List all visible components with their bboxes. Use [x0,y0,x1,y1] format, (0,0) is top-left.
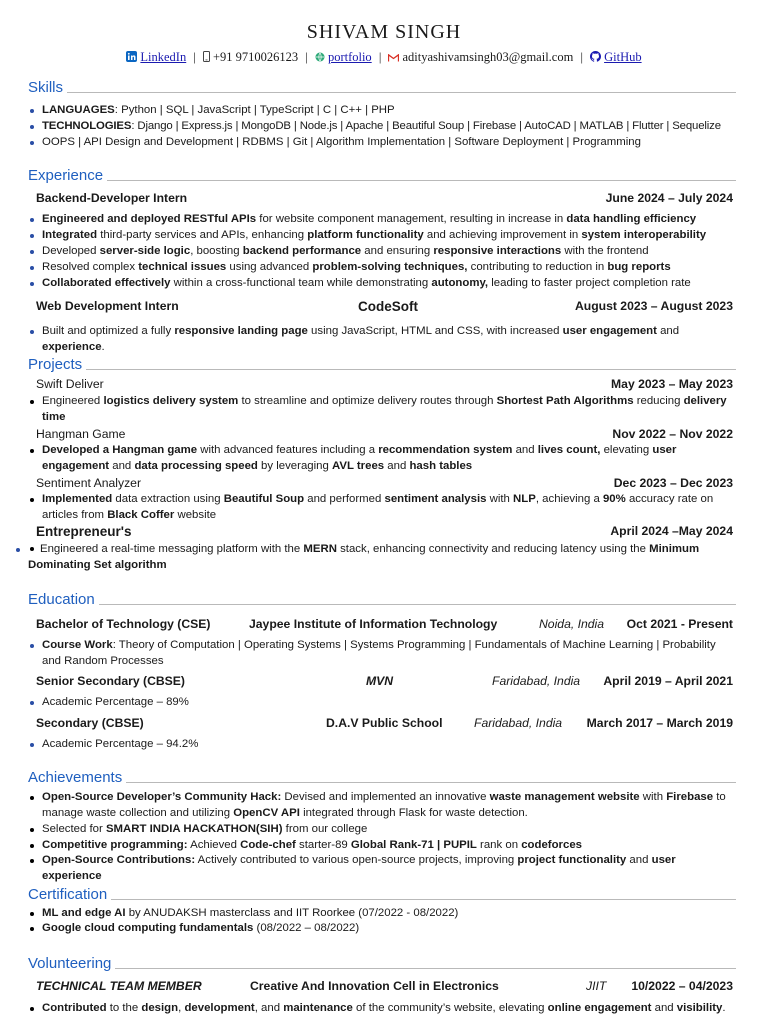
achievements-section-heading [28,769,736,789]
skill-item: TECHNOLOGIES: Django | Express.js | MongoDB | Node.js | Apache | Beautiful Soup | Firebase | AutoCAD | MATLAB | Flutter | Sequelize [42,119,736,135]
project-name: Entrepreneur's [36,524,132,539]
education-section-heading [28,591,736,611]
job-dates: June 2024 – July 2024 [605,191,733,205]
volunteering-dates: 10/2022 – 04/2023 [631,979,733,993]
phone-icon [203,51,210,66]
achievement-item: Selected for SMART INDIA HACKATHON(SIH) from our college [42,822,736,838]
project-bullet: Engineered a real-time messaging platform with the MERN stack, enhancing connectivity and reducing latency using the Minimum Dominating Set algorithm [28,542,736,574]
job-bullet: Integrated third-party services and APIs, enhancing platform functionality and achieving improvement in system interoperability [42,228,736,244]
job-header [36,191,733,207]
certification-item: Google cloud computing fundamentals (08/2022 – 08/2022) [42,921,736,937]
project-header [36,427,733,443]
section-rule [28,899,736,900]
job-dates: August 2023 – August 2023 [574,299,733,313]
project-header [36,377,733,393]
section-title: Projects [28,356,86,373]
education-bullet: Course Work: Theory of Computation | Operating Systems | Systems Programming | Fundamentals of Machine Learning | Probability and Random Processes [42,638,736,670]
section-title: Volunteering [28,955,115,972]
volunteering-section-heading [28,955,736,975]
job-role: Backend-Developer Intern [36,191,188,205]
education-institution: D.A.V Public School [326,716,443,730]
education-location: Faridabad, India [492,674,581,688]
education-location: Noida, India [539,617,605,631]
project-name: Swift Deliver [36,377,104,391]
contact-separator: | [305,50,308,64]
project-name: Sentiment Analyzer [36,476,142,490]
contact-separator: | [580,50,583,64]
mail-icon [388,51,399,66]
skill-item: OOPS | API Design and Development | RDBMS | Git | Algorithm Implementation | Software Deployment | Programming [42,135,736,151]
section-title: Achievements [28,769,126,786]
education-header [36,716,733,732]
project-dates: May 2023 – May 2023 [611,377,733,391]
github-icon [590,51,601,66]
job-bullet: Engineered and deployed RESTful APIs for website component management, resulting in increase in data handling efficiency [42,212,736,228]
skills-section-heading [28,79,736,99]
candidate-name: SHIVAM SINGH [306,21,462,43]
project-bullet: Implemented data extraction using Beautiful Soup and performed sentiment analysis with NLP, achieving a 90% accuracy rate on articles from Black Coffer website [42,492,736,524]
education-institution: Jaypee Institute of Information Technology [249,617,498,631]
section-title: Certification [28,886,111,903]
job-bullet: Built and optimized a fully responsive landing page using JavaScript, HTML and CSS, with increased user engagement and experience. [42,324,736,356]
education-header [36,617,733,633]
email-address[interactable]: adityashivamsingh03@gmail.com [402,50,574,64]
education-dates: Oct 2021 - Present [626,617,733,631]
project-name: Hangman Game [36,427,126,441]
project-dates: Dec 2023 – Dec 2023 [613,476,733,490]
section-rule [28,604,736,605]
experience-section-heading [28,167,736,187]
volunteering-organization: Creative And Innovation Cell in Electronics [250,979,499,993]
section-rule [28,92,736,93]
job-header [36,299,733,315]
volunteering-bullet: Contributed to the design, development, and maintenance of the community’s website, elevating online engagement and visibility. [42,1001,736,1017]
volunteering-header [36,979,733,995]
project-dates: Nov 2022 – Nov 2022 [612,427,733,441]
job-bullet: Collaborated effectively within a cross-functional team while demonstrating autonomy, leading to faster project completion rate [42,276,736,292]
section-rule [28,782,736,783]
project-dates: April 2024 –May 2024 [610,524,733,538]
job-bullet: Developed server-side logic, boosting backend performance and ensuring responsive interactions with the frontend [42,244,736,260]
project-header [36,476,733,492]
projects-section-heading [28,356,736,376]
bullet-dot [30,547,34,551]
section-rule [28,180,736,181]
github-link[interactable]: GitHub [604,50,642,64]
education-header [36,674,733,690]
linkedin-link[interactable]: LinkedIn [140,50,187,64]
portfolio-link[interactable]: portfolio [327,50,372,64]
linkedin-icon [126,51,137,66]
certification-section-heading [28,886,736,906]
education-bullet: Academic Percentage – 89% [42,695,736,711]
globe-icon [315,51,325,66]
contact-separator: | [193,50,196,64]
education-dates: March 2017 – March 2019 [586,716,733,730]
contact-bar [0,50,768,66]
volunteering-location: JIIT [586,979,607,993]
contact-separator: | [378,50,382,64]
achievement-item: Open-Source Developer’s Community Hack: Devised and implemented an innovative waste management website with Firebase to manage waste collection and utilizing OpenCV API integrated through Flask for waste detection. [42,790,736,822]
education-dates: April 2019 – April 2021 [603,674,733,688]
certification-item: ML and edge AI by ANUDAKSH masterclass and IIT Roorkee (07/2022 - 08/2022) [42,906,736,922]
job-company: CodeSoft [358,299,418,314]
section-rule [28,968,736,969]
education-bullet: Academic Percentage – 94.2% [42,737,736,753]
job-role: Web Development Intern [36,299,179,313]
phone-number: +91 9710026123 [212,50,299,64]
education-degree: Secondary (CBSE) [36,716,144,730]
education-institution: MVN [366,674,394,688]
volunteering-role: TECHNICAL TEAM MEMBER [36,979,202,993]
project-bullet: Engineered logistics delivery system to streamline and optimize delivery routes through Shortest Path Algorithms reducing delivery time [42,394,736,426]
achievement-item: Open-Source Contributions: Actively contributed to various open-source projects, improving project functionality and user experience [42,853,736,885]
section-title: Experience [28,167,107,184]
section-rule [28,369,736,370]
skill-item: LANGUAGES: Python | SQL | JavaScript | TypeScript | C | C++ | PHP [42,103,736,119]
education-location: Faridabad, India [474,716,563,730]
education-degree: Senior Secondary (CBSE) [36,674,185,688]
job-bullet: Resolved complex technical issues using advanced problem-solving techniques, contributing to reduction in bug reports [42,260,736,276]
project-header [36,524,733,540]
section-title: Education [28,591,99,608]
achievement-item: Competitive programming: Achieved Code-chef starter-89 Global Rank-71 | PUPIL rank on codeforces [42,838,736,854]
project-bullet: Developed a Hangman game with advanced features including a recommendation system and lives count, elevating user engagement and data processing speed by leveraging AVL trees and hash tables [42,443,736,475]
section-title: Skills [28,79,67,96]
education-degree: Bachelor of Technology (CSE) [36,617,211,631]
